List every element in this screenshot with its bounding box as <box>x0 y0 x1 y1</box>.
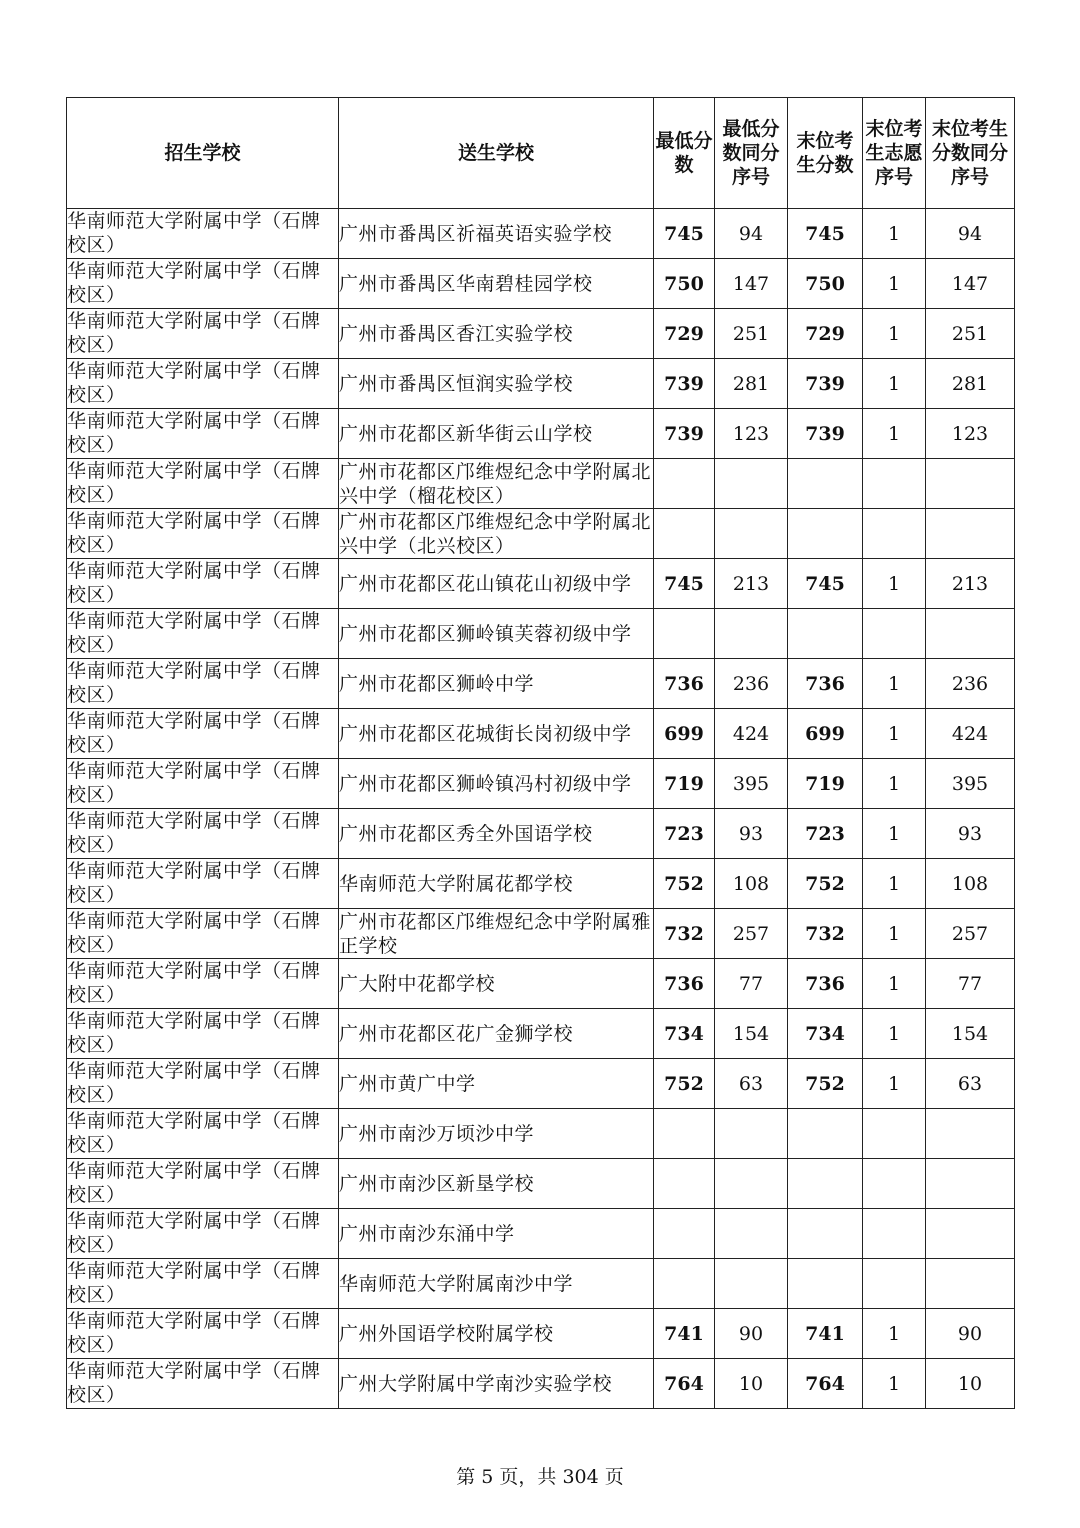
last-choice-order-cell: 1 <box>863 1059 926 1109</box>
min-score-rank-cell: 236 <box>715 659 788 709</box>
last-choice-order-cell: 1 <box>863 1359 926 1409</box>
min-score-cell: 739 <box>654 409 715 459</box>
last-choice-order-cell: 1 <box>863 209 926 259</box>
last-score-cell: 736 <box>788 659 863 709</box>
header-min-score: 最低分数 <box>654 98 715 209</box>
min-score-rank-cell: 90 <box>715 1309 788 1359</box>
admitting-school-cell: 华南师范大学附属中学（石牌校区） <box>67 1209 339 1259</box>
last-score-rank-cell: 236 <box>926 659 1015 709</box>
min-score-cell: 723 <box>654 809 715 859</box>
last-choice-order-cell: 1 <box>863 909 926 959</box>
admitting-school-cell: 华南师范大学附属中学（石牌校区） <box>67 609 339 659</box>
last-score-cell <box>788 459 863 509</box>
last-choice-order-cell <box>863 1109 926 1159</box>
last-score-cell <box>788 1259 863 1309</box>
min-score-cell: 736 <box>654 959 715 1009</box>
last-score-cell: 736 <box>788 959 863 1009</box>
sending-school-cell: 广州外国语学校附属学校 <box>339 1309 654 1359</box>
admitting-school-cell: 华南师范大学附属中学（石牌校区） <box>67 1059 339 1109</box>
last-score-cell: 732 <box>788 909 863 959</box>
sending-school-cell: 广州市番禺区华南碧桂园学校 <box>339 259 654 309</box>
min-score-cell: 752 <box>654 1059 715 1109</box>
last-score-rank-cell: 424 <box>926 709 1015 759</box>
table-row <box>67 1109 1015 1159</box>
last-score-rank-cell: 257 <box>926 909 1015 959</box>
sending-school-cell: 广州市番禺区恒润实验学校 <box>339 359 654 409</box>
last-choice-order-cell <box>863 1209 926 1259</box>
table-row <box>67 759 1015 809</box>
sending-school-cell: 广州市花都区秀全外国语学校 <box>339 809 654 859</box>
sending-school-cell: 广州市花都区新华街云山学校 <box>339 409 654 459</box>
admitting-school-cell: 华南师范大学附属中学（石牌校区） <box>67 309 339 359</box>
min-score-cell <box>654 1109 715 1159</box>
sending-school-cell: 广州市花都区花城街长岗初级中学 <box>339 709 654 759</box>
admitting-school-cell: 华南师范大学附属中学（石牌校区） <box>67 559 339 609</box>
min-score-rank-cell <box>715 609 788 659</box>
last-score-cell <box>788 1209 863 1259</box>
sending-school-cell: 广州市花都区狮岭中学 <box>339 659 654 709</box>
min-score-rank-cell: 257 <box>715 909 788 959</box>
min-score-cell: 750 <box>654 259 715 309</box>
admitting-school-cell: 华南师范大学附属中学（石牌校区） <box>67 1009 339 1059</box>
min-score-cell: 739 <box>654 359 715 409</box>
header-admitting-school: 招生学校 <box>67 98 339 209</box>
table-row <box>67 359 1015 409</box>
last-choice-order-cell <box>863 509 926 559</box>
min-score-rank-cell: 395 <box>715 759 788 809</box>
last-choice-order-cell <box>863 459 926 509</box>
min-score-cell <box>654 1209 715 1259</box>
last-choice-order-cell <box>863 1259 926 1309</box>
min-score-cell <box>654 1159 715 1209</box>
last-score-rank-cell <box>926 1209 1015 1259</box>
table-row <box>67 1209 1015 1259</box>
last-choice-order-cell <box>863 1159 926 1209</box>
last-score-cell: 764 <box>788 1359 863 1409</box>
min-score-rank-cell: 213 <box>715 559 788 609</box>
header-last-choice-order: 末位考生志愿序号 <box>863 98 926 209</box>
min-score-rank-cell: 123 <box>715 409 788 459</box>
last-score-cell <box>788 1159 863 1209</box>
sending-school-cell: 广州市花都区邝维煜纪念中学附属北兴中学（北兴校区） <box>339 509 654 559</box>
sending-school-cell: 华南师范大学附属南沙中学 <box>339 1259 654 1309</box>
last-score-cell: 729 <box>788 309 863 359</box>
min-score-cell: 732 <box>654 909 715 959</box>
table-row <box>67 859 1015 909</box>
admitting-school-cell: 华南师范大学附属中学（石牌校区） <box>67 459 339 509</box>
last-score-cell: 745 <box>788 209 863 259</box>
last-score-cell: 741 <box>788 1309 863 1359</box>
last-score-rank-cell: 154 <box>926 1009 1015 1059</box>
min-score-rank-cell: 93 <box>715 809 788 859</box>
sending-school-cell: 广州市南沙万顷沙中学 <box>339 1109 654 1159</box>
min-score-cell: 764 <box>654 1359 715 1409</box>
last-score-cell <box>788 609 863 659</box>
last-score-rank-cell <box>926 609 1015 659</box>
sending-school-cell: 广州市黄广中学 <box>339 1059 654 1109</box>
last-score-rank-cell <box>926 1159 1015 1209</box>
sending-school-cell: 广州市南沙东涌中学 <box>339 1209 654 1259</box>
table-row <box>67 309 1015 359</box>
min-score-cell <box>654 459 715 509</box>
table-row <box>67 409 1015 459</box>
last-choice-order-cell: 1 <box>863 409 926 459</box>
last-score-rank-cell <box>926 1259 1015 1309</box>
admitting-school-cell: 华南师范大学附属中学（石牌校区） <box>67 409 339 459</box>
min-score-rank-cell <box>715 459 788 509</box>
admitting-school-cell: 华南师范大学附属中学（石牌校区） <box>67 1259 339 1309</box>
min-score-cell: 752 <box>654 859 715 909</box>
header-min-score-rank: 最低分数同分序号 <box>715 98 788 209</box>
min-score-cell <box>654 509 715 559</box>
min-score-cell: 741 <box>654 1309 715 1359</box>
min-score-cell: 745 <box>654 559 715 609</box>
last-score-rank-cell: 147 <box>926 259 1015 309</box>
last-score-cell: 719 <box>788 759 863 809</box>
last-choice-order-cell: 1 <box>863 259 926 309</box>
last-score-rank-cell: 77 <box>926 959 1015 1009</box>
last-score-rank-cell: 63 <box>926 1059 1015 1109</box>
last-score-cell: 752 <box>788 859 863 909</box>
admitting-school-cell: 华南师范大学附属中学（石牌校区） <box>67 759 339 809</box>
last-choice-order-cell: 1 <box>863 759 926 809</box>
table-row <box>67 459 1015 509</box>
last-choice-order-cell: 1 <box>863 1009 926 1059</box>
min-score-rank-cell: 77 <box>715 959 788 1009</box>
sending-school-cell: 广州市花都区花山镇花山初级中学 <box>339 559 654 609</box>
sending-school-cell: 广州市南沙区新垦学校 <box>339 1159 654 1209</box>
sending-school-cell: 广州市番禺区香江实验学校 <box>339 309 654 359</box>
min-score-rank-cell <box>715 1209 788 1259</box>
last-choice-order-cell: 1 <box>863 809 926 859</box>
table-row <box>67 659 1015 709</box>
admitting-school-cell: 华南师范大学附属中学（石牌校区） <box>67 259 339 309</box>
admitting-school-cell: 华南师范大学附属中学（石牌校区） <box>67 909 339 959</box>
table-row <box>67 809 1015 859</box>
last-choice-order-cell <box>863 609 926 659</box>
last-score-cell <box>788 1109 863 1159</box>
sending-school-cell: 广州市花都区花广金狮学校 <box>339 1009 654 1059</box>
last-choice-order-cell: 1 <box>863 359 926 409</box>
table-row <box>67 1009 1015 1059</box>
admitting-school-cell: 华南师范大学附属中学（石牌校区） <box>67 209 339 259</box>
admitting-school-cell: 华南师范大学附属中学（石牌校区） <box>67 859 339 909</box>
last-score-rank-cell: 251 <box>926 309 1015 359</box>
min-score-cell: 734 <box>654 1009 715 1059</box>
header-row <box>67 98 1015 209</box>
last-score-cell <box>788 509 863 559</box>
table-row <box>67 1309 1015 1359</box>
last-score-cell: 699 <box>788 709 863 759</box>
admitting-school-cell: 华南师范大学附属中学（石牌校区） <box>67 1109 339 1159</box>
min-score-rank-cell: 147 <box>715 259 788 309</box>
admitting-school-cell: 华南师范大学附属中学（石牌校区） <box>67 509 339 559</box>
min-score-rank-cell <box>715 1259 788 1309</box>
sending-school-cell: 广州市花都区狮岭镇芙蓉初级中学 <box>339 609 654 659</box>
min-score-rank-cell: 108 <box>715 859 788 909</box>
table-row <box>67 509 1015 559</box>
table-row <box>67 1259 1015 1309</box>
sending-school-cell: 广州市花都区狮岭镇冯村初级中学 <box>339 759 654 809</box>
last-score-rank-cell: 395 <box>926 759 1015 809</box>
min-score-rank-cell <box>715 1109 788 1159</box>
last-score-cell: 723 <box>788 809 863 859</box>
last-choice-order-cell: 1 <box>863 559 926 609</box>
last-score-rank-cell: 213 <box>926 559 1015 609</box>
min-score-cell <box>654 609 715 659</box>
last-score-cell: 745 <box>788 559 863 609</box>
table-row <box>67 209 1015 259</box>
admitting-school-cell: 华南师范大学附属中学（石牌校区） <box>67 709 339 759</box>
header-sending-school: 送生学校 <box>339 98 654 209</box>
min-score-rank-cell: 424 <box>715 709 788 759</box>
header-last-score: 末位考生分数 <box>788 98 863 209</box>
admission-table <box>66 97 1015 1409</box>
min-score-rank-cell <box>715 509 788 559</box>
table-row <box>67 709 1015 759</box>
table-row <box>67 909 1015 959</box>
header-last-score-rank: 末位考生分数同分序号 <box>926 98 1015 209</box>
min-score-rank-cell <box>715 1159 788 1209</box>
min-score-cell: 699 <box>654 709 715 759</box>
table-row <box>67 259 1015 309</box>
last-score-rank-cell: 281 <box>926 359 1015 409</box>
last-score-rank-cell <box>926 1109 1015 1159</box>
last-score-cell: 739 <box>788 409 863 459</box>
admitting-school-cell: 华南师范大学附属中学（石牌校区） <box>67 1359 339 1409</box>
last-score-rank-cell <box>926 509 1015 559</box>
min-score-cell: 745 <box>654 209 715 259</box>
sending-school-cell: 广州市花都区邝维煜纪念中学附属北兴中学（榴花校区） <box>339 459 654 509</box>
sending-school-cell: 广州市花都区邝维煜纪念中学附属雅正学校 <box>339 909 654 959</box>
last-score-cell: 752 <box>788 1059 863 1109</box>
table-row <box>67 959 1015 1009</box>
last-score-rank-cell: 93 <box>926 809 1015 859</box>
last-choice-order-cell: 1 <box>863 309 926 359</box>
last-score-rank-cell: 94 <box>926 209 1015 259</box>
min-score-rank-cell: 63 <box>715 1059 788 1109</box>
last-choice-order-cell: 1 <box>863 659 926 709</box>
last-score-cell: 734 <box>788 1009 863 1059</box>
last-score-rank-cell: 108 <box>926 859 1015 909</box>
min-score-rank-cell: 10 <box>715 1359 788 1409</box>
min-score-rank-cell: 281 <box>715 359 788 409</box>
admitting-school-cell: 华南师范大学附属中学（石牌校区） <box>67 959 339 1009</box>
sending-school-cell: 广州大学附属中学南沙实验学校 <box>339 1359 654 1409</box>
min-score-rank-cell: 251 <box>715 309 788 359</box>
admitting-school-cell: 华南师范大学附属中学（石牌校区） <box>67 1159 339 1209</box>
sending-school-cell: 广州市番禺区祈福英语实验学校 <box>339 209 654 259</box>
table-row <box>67 609 1015 659</box>
admitting-school-cell: 华南师范大学附属中学（石牌校区） <box>67 809 339 859</box>
admitting-school-cell: 华南师范大学附属中学（石牌校区） <box>67 359 339 409</box>
table-row <box>67 1159 1015 1209</box>
sending-school-cell: 广大附中花都学校 <box>339 959 654 1009</box>
admitting-school-cell: 华南师范大学附属中学（石牌校区） <box>67 1309 339 1359</box>
last-choice-order-cell: 1 <box>863 1309 926 1359</box>
last-score-rank-cell: 10 <box>926 1359 1015 1409</box>
min-score-rank-cell: 154 <box>715 1009 788 1059</box>
last-score-rank-cell: 90 <box>926 1309 1015 1359</box>
last-choice-order-cell: 1 <box>863 859 926 909</box>
last-score-cell: 739 <box>788 359 863 409</box>
min-score-cell <box>654 1259 715 1309</box>
last-score-rank-cell <box>926 459 1015 509</box>
sending-school-cell: 华南师范大学附属花都学校 <box>339 859 654 909</box>
table-row <box>67 559 1015 609</box>
last-choice-order-cell: 1 <box>863 709 926 759</box>
min-score-cell: 719 <box>654 759 715 809</box>
last-choice-order-cell: 1 <box>863 959 926 1009</box>
table-row <box>67 1059 1015 1109</box>
min-score-rank-cell: 94 <box>715 209 788 259</box>
last-score-cell: 750 <box>788 259 863 309</box>
min-score-cell: 729 <box>654 309 715 359</box>
min-score-cell: 736 <box>654 659 715 709</box>
table-row <box>67 1359 1015 1409</box>
admitting-school-cell: 华南师范大学附属中学（石牌校区） <box>67 659 339 709</box>
last-score-rank-cell: 123 <box>926 409 1015 459</box>
page-footer: 第 5 页，共 304 页 <box>456 1466 624 1488</box>
